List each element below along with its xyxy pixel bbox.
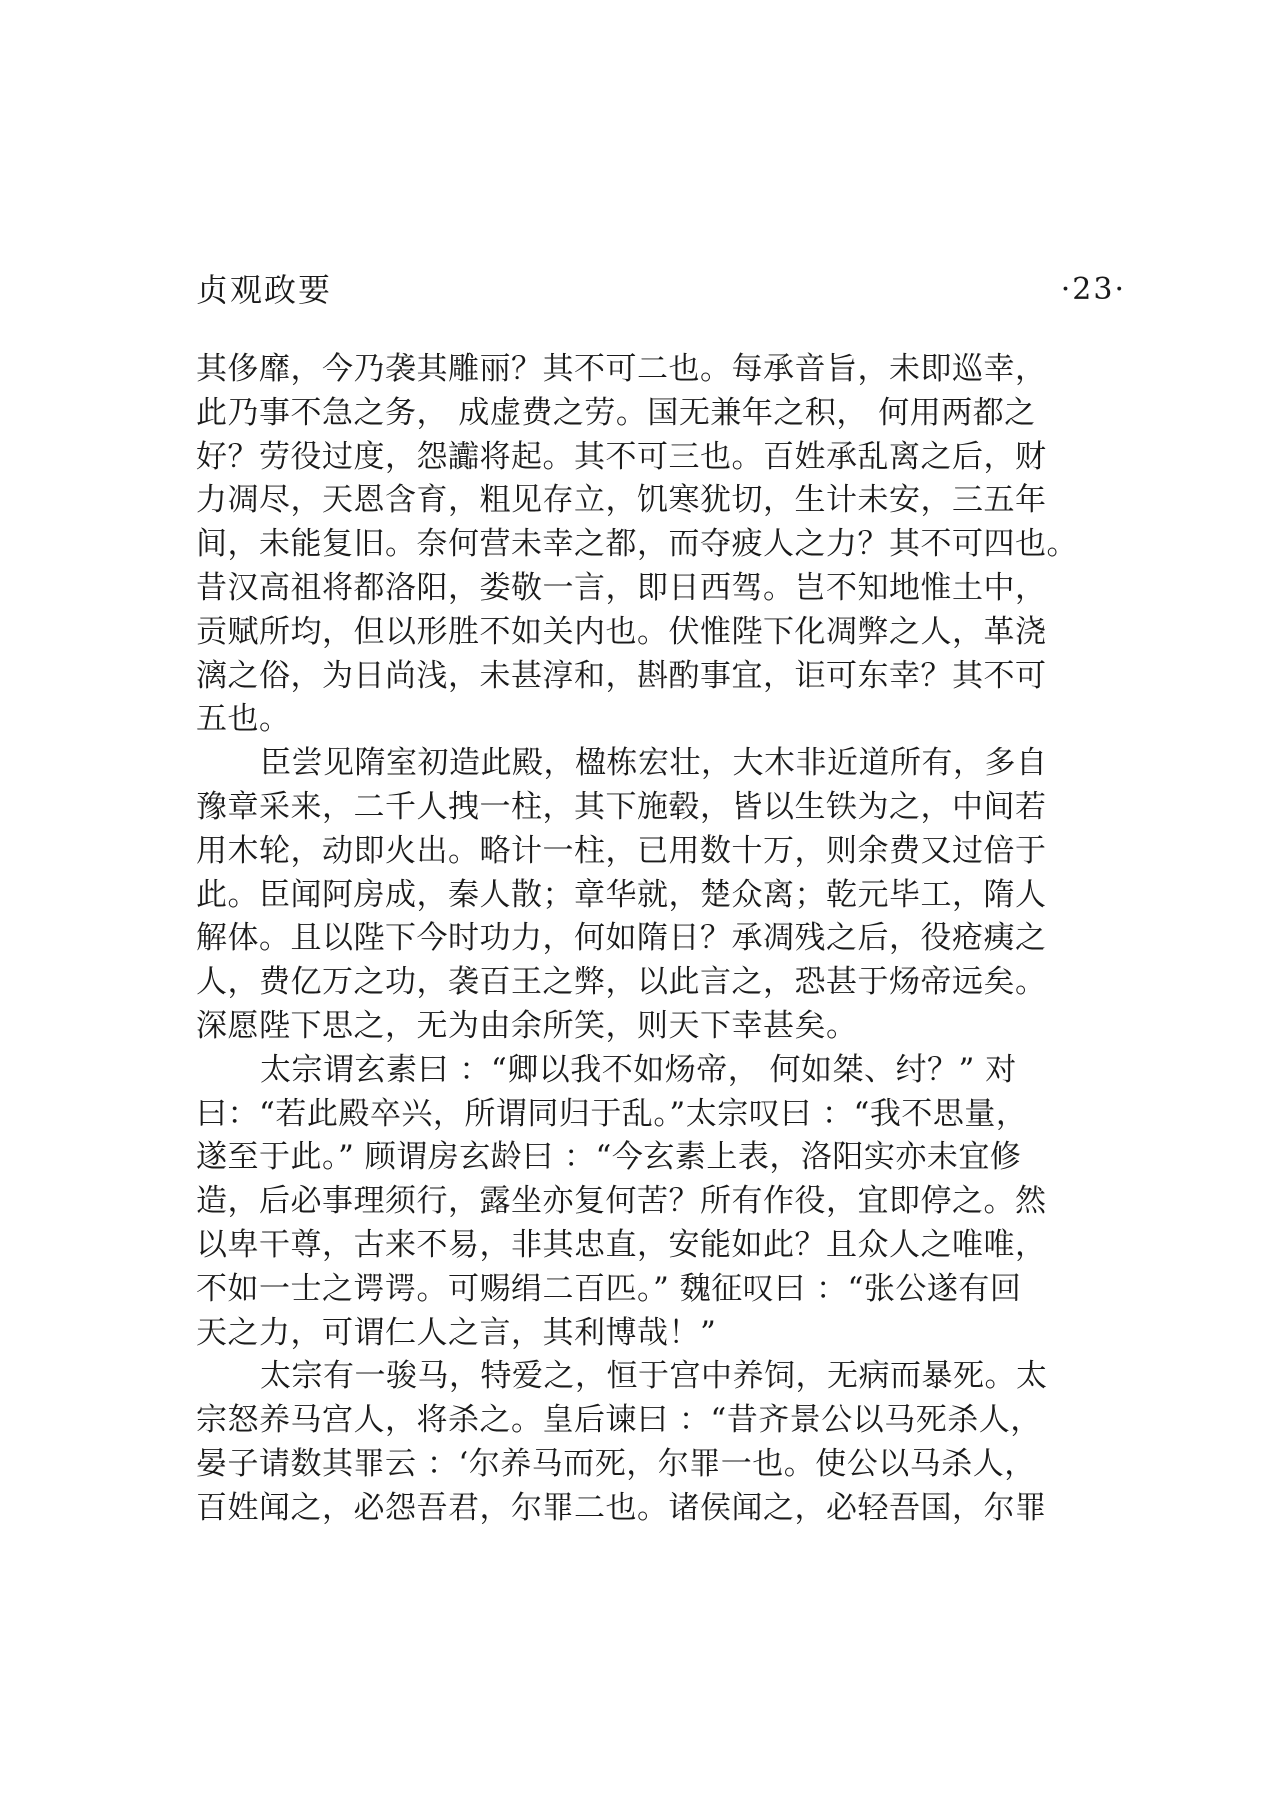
text-line: 太宗有一骏马，特爱之，恒于宫中养饲，无病而暴死。太 <box>260 1358 1048 1395</box>
text-line: 不如一士之谔谔。可赐绢二百匹。” 魏征叹曰 ：“张公遂有回 <box>196 1270 1022 1307</box>
text-line: 用木轮，动即火出。略计一柱，已用数十万，则余费又过倍于 <box>196 832 1047 869</box>
text-line: 人，费亿万之功，袭百王之弊，以此言之，恐甚于炀帝远矣。 <box>196 964 1047 1001</box>
text-line: 其侈靡，今乃袭其雕丽？其不可二也。每承音旨，未即巡幸， <box>196 351 1047 387</box>
book-title: 贞观政要 <box>196 271 333 309</box>
text-line: 天之力，可谓仁人之言，其利博哉！” <box>196 1314 717 1351</box>
text-line: 百姓闻之，必怨吾君，尔罪二也。诸侯闻之，必轻吾国，尔罪 <box>196 1489 1047 1526</box>
page-number: ·23· <box>1060 272 1126 307</box>
text-line: 宗怒养马宫人，将杀之。皇后谏曰 ：“昔齐景公以马死杀人， <box>196 1402 1042 1439</box>
body-text <box>196 348 1136 1531</box>
text-line: 深愿陛下思之，无为由余所笑，则天下幸甚矣。 <box>196 1007 858 1044</box>
page-header <box>196 268 1126 318</box>
text-line: 五也。 <box>196 701 291 738</box>
text-line: 以卑干尊，古来不易，非其忠直，安能如此？且众人之唯唯， <box>196 1226 1047 1263</box>
text-line: 此。臣闻阿房成，秦人散；章华就，楚众离；乾元毕工，隋人 <box>196 876 1047 913</box>
text-line: 太宗谓玄素曰 ：“卿以我不如炀帝， 何如桀、纣？” 对 <box>260 1051 1017 1088</box>
text-line: 解体。且以陛下今时功力，何如隋日？承凋残之后，役疮痍之 <box>196 920 1047 957</box>
text-line: 造，后必事理须行，露坐亦复何苦？所有作役，宜即停之。然 <box>196 1183 1047 1220</box>
text-line: 漓之俗，为日尚浅，未甚淳和，斟酌事宜，讵可东幸？其不可 <box>196 657 1047 694</box>
text-line: 曰：“若此殿卒兴，所谓同归于乱。”太宗叹曰 ：“我不思量， <box>196 1095 1028 1132</box>
text-line: 遂至于此。” 顾谓房玄龄曰 ：“今玄素上表，洛阳实亦未宜修 <box>196 1139 1022 1176</box>
text-line: 臣尝见隋室初造此殿，楹栋宏壮，大木非近道所有，多自 <box>260 745 1048 782</box>
text-line: 好？劳役过度，怨讟将起。其不可三也。百姓承乱离之后，财 <box>196 438 1047 475</box>
text-line: 昔汉高祖将都洛阳，娄敬一言，即日西驾。岂不知地惟土中， <box>196 569 1047 606</box>
text-line: 间，未能复旧。奈何营未幸之都，而夺疲人之力？其不可四也。 <box>196 526 1078 563</box>
text-line: 此乃事不急之务， 成虚费之劳。国无兼年之积， 何用两都之 <box>196 394 1036 431</box>
text-line: 晏子请数其罪云 ：‘尔养马而死，尔罪一也。使公以马杀人， <box>196 1445 1036 1482</box>
text-line: 力凋尽，天恩含育，粗见存立，饥寒犹切，生计未安，三五年 <box>196 482 1047 519</box>
text-line: 贡赋所均，但以形胜不如关内也。伏惟陛下化凋弊之人，革浇 <box>196 613 1047 650</box>
text-line: 豫章采来，二千人拽一柱，其下施毂，皆以生铁为之，中间若 <box>196 788 1047 825</box>
